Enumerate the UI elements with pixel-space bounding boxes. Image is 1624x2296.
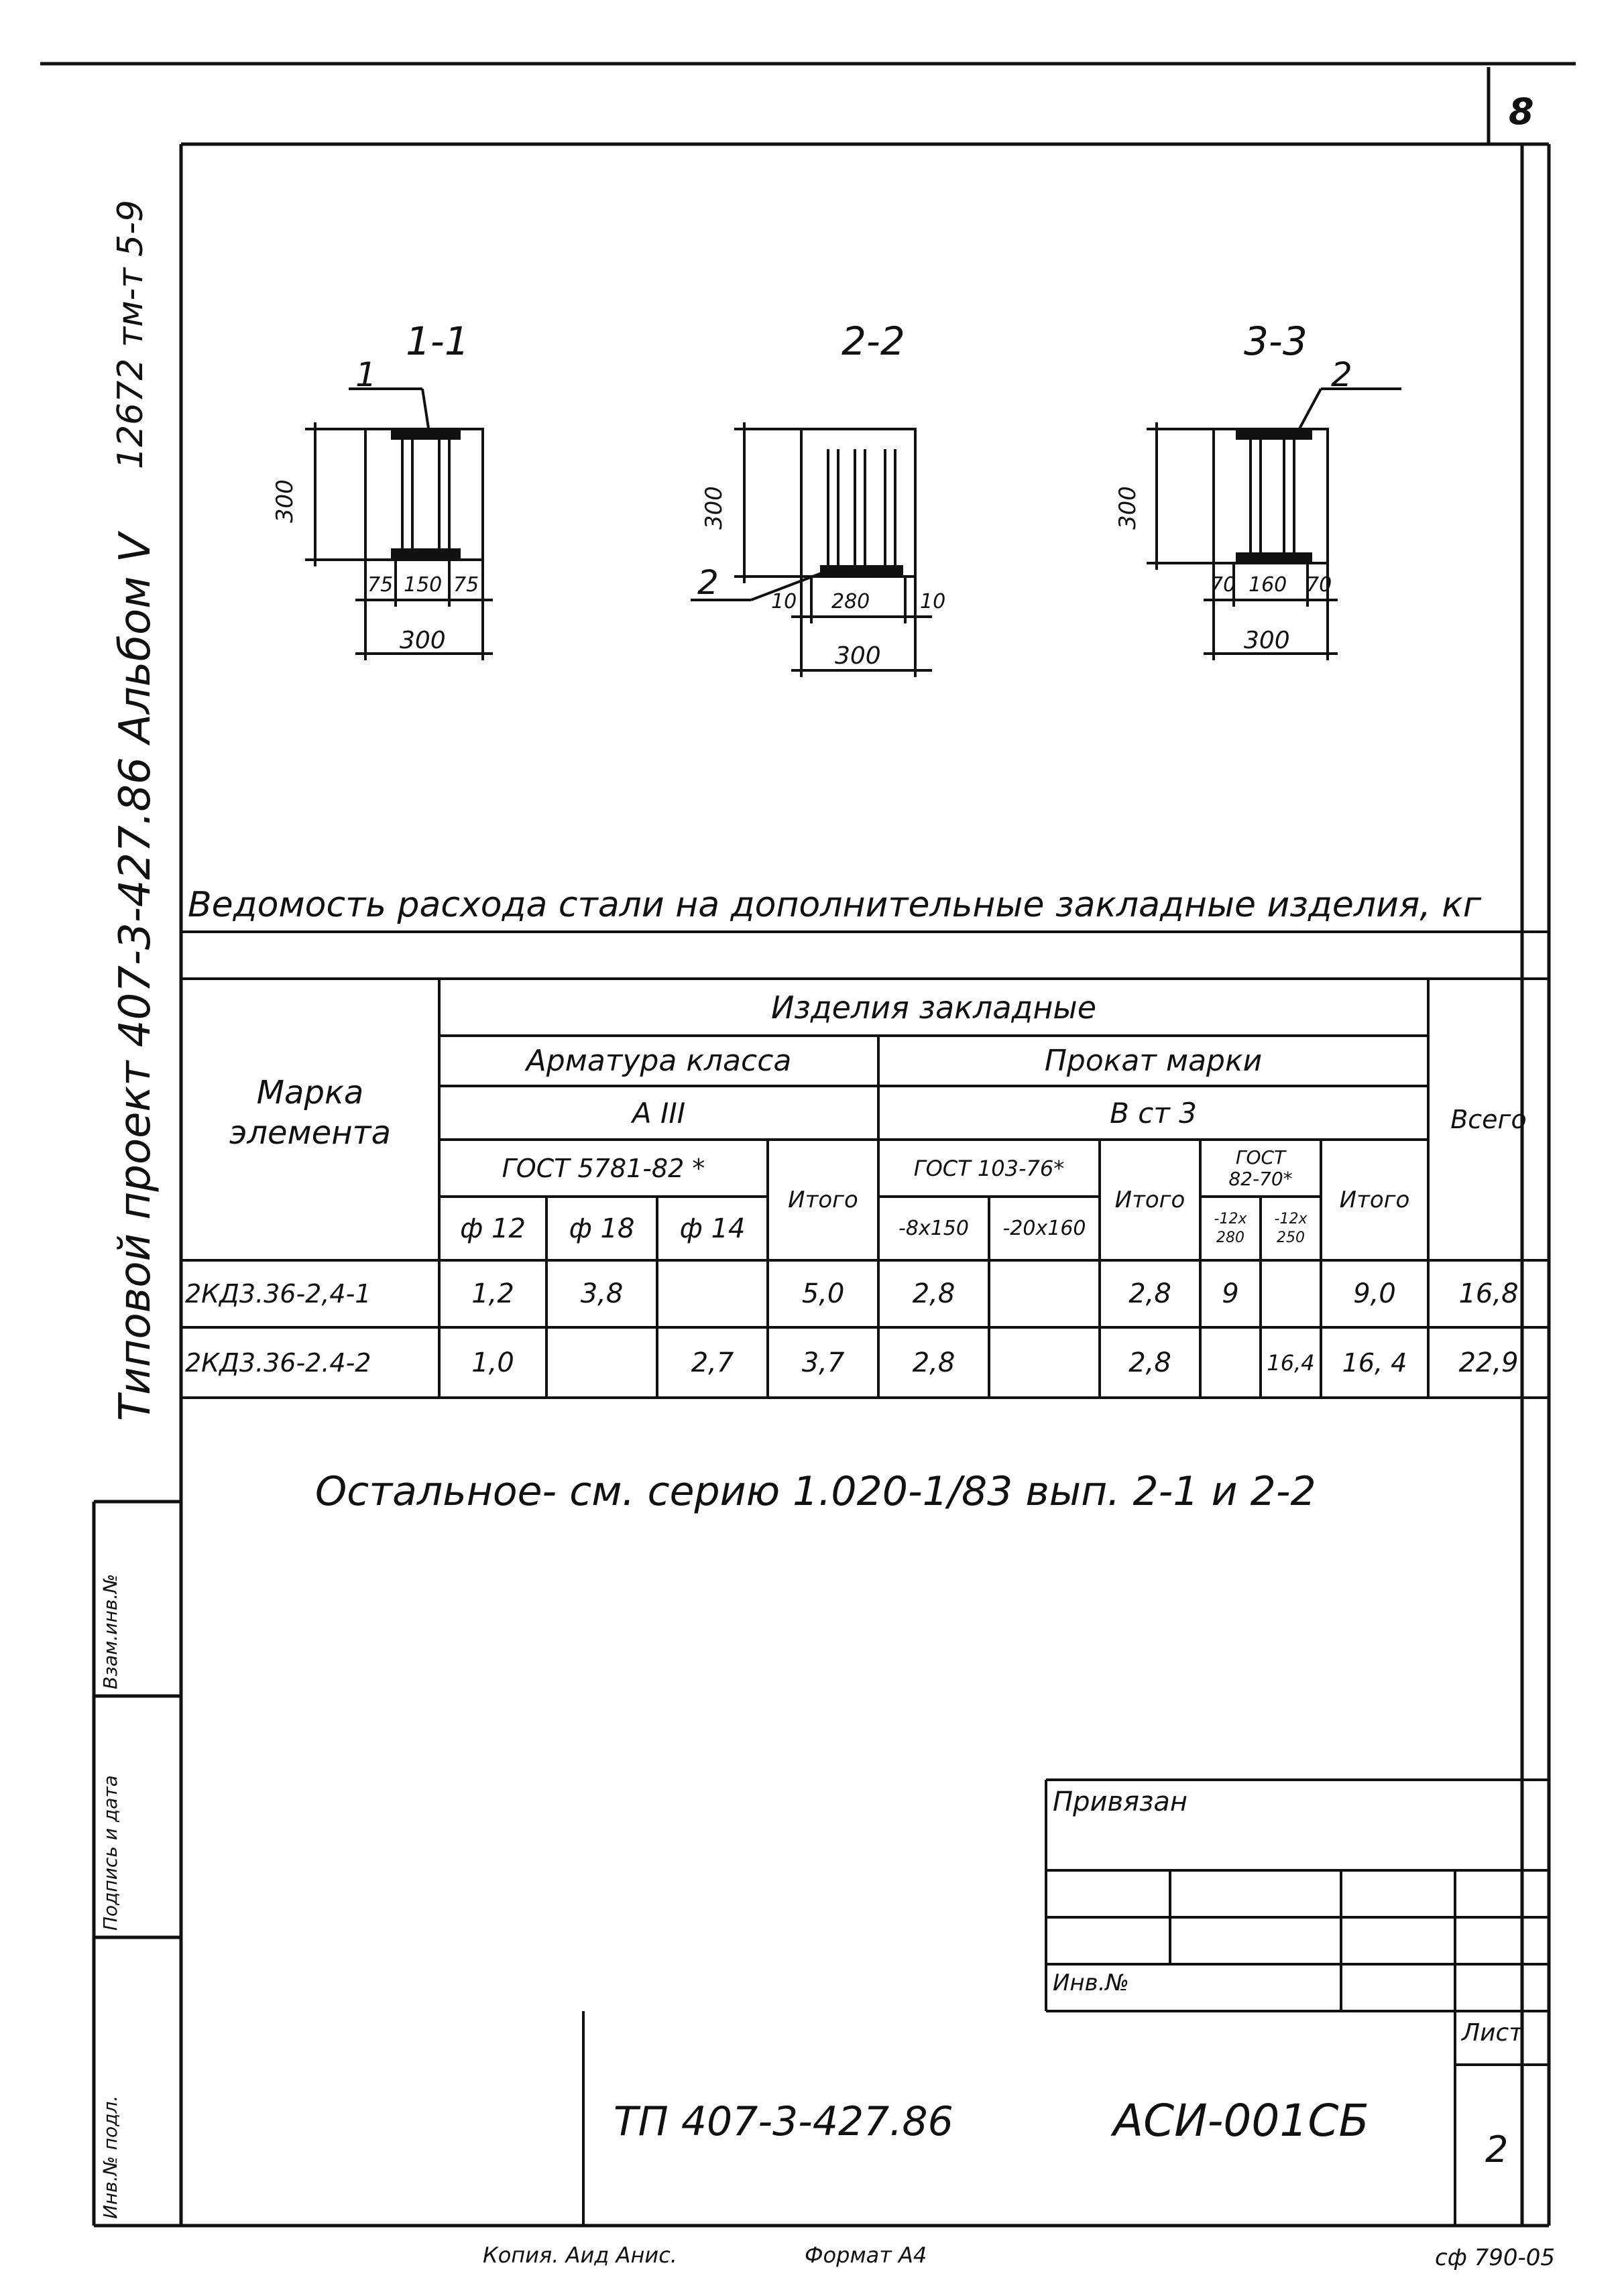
position-marker: 1 bbox=[355, 355, 377, 394]
row-sum-prokat-1: 2,8 bbox=[1128, 1278, 1171, 1309]
steel-table bbox=[181, 979, 1549, 1398]
header-itogo-prokat-1: Итого bbox=[1114, 1187, 1185, 1213]
row-12x280 bbox=[1200, 1327, 1261, 1398]
row-20x160 bbox=[989, 1327, 1100, 1398]
header-d18: ф 18 bbox=[569, 1213, 635, 1244]
footer-copied: Копия. Аид Анис. bbox=[483, 2242, 677, 2268]
header-gost-103: ГОСТ 103-76* bbox=[913, 1155, 1065, 1181]
dim-right: 75 bbox=[453, 573, 479, 597]
side-project-title: Типовой проект 407-3-427.86 Альбом V bbox=[111, 533, 160, 1421]
stamp-inv-podl: Инв.№ подл. bbox=[99, 2095, 121, 2219]
row-total: 22,9 bbox=[1458, 1347, 1519, 1378]
note-text: Остальное- см. серию 1.020-1/83 вып. 2-1 и 2-2 bbox=[315, 1468, 1316, 1515]
header-12x250: -12х 250 bbox=[1274, 1210, 1308, 1246]
sheet-number: 2 bbox=[1485, 2128, 1509, 2171]
dim-left: 75 bbox=[367, 573, 394, 597]
row-sum-armatura: 5,0 bbox=[801, 1278, 845, 1309]
row-mark: 2КД3.36-2.4-2 bbox=[185, 1347, 371, 1378]
row-d12: 1,2 bbox=[471, 1278, 514, 1309]
row-sum-armatura: 3,7 bbox=[801, 1347, 845, 1378]
header-mark: Марка элемента bbox=[229, 1074, 392, 1152]
inv-no-label: Инв.№ bbox=[1053, 1970, 1129, 1996]
dim-middle: 160 bbox=[1249, 573, 1287, 597]
row-sum-prokat-2: 9,0 bbox=[1353, 1278, 1396, 1309]
header-gost-82: ГОСТ 82-70* bbox=[1228, 1146, 1293, 1190]
header-12x280: -12х 280 bbox=[1214, 1210, 1247, 1246]
dim-middle: 280 bbox=[831, 590, 870, 613]
row-sum-prokat-2: 16, 4 bbox=[1342, 1347, 1407, 1378]
section-title: 2-2 bbox=[842, 318, 905, 364]
section-title: 3-3 bbox=[1244, 318, 1308, 364]
row-20x160 bbox=[989, 1260, 1100, 1327]
height-dimension: 300 bbox=[701, 486, 728, 530]
stamp-vzam-inv: Взам.инв.№ bbox=[99, 1573, 121, 1689]
header-itogo-armatura: Итого bbox=[788, 1187, 858, 1213]
row-sum-prokat-1: 2,8 bbox=[1128, 1347, 1171, 1378]
header-8x150: -8х150 bbox=[898, 1217, 969, 1240]
row-12x280: 9 bbox=[1222, 1278, 1239, 1309]
row-d18: 3,8 bbox=[580, 1278, 624, 1309]
row-d18 bbox=[546, 1327, 657, 1398]
privyazan-label: Привязан bbox=[1053, 1787, 1188, 1817]
sheet-corner-number: 8 bbox=[1509, 90, 1534, 133]
header-prokat: Прокат марки bbox=[1044, 1044, 1263, 1078]
stamp-podpis-data: Подпись и дата bbox=[99, 1775, 121, 1931]
row-mark: 2КД3.36-2,4-1 bbox=[185, 1279, 371, 1309]
side-project-code: 12672 тм-т 5-9 bbox=[111, 200, 151, 469]
dim-right: 10 bbox=[920, 590, 946, 613]
height-dimension: 300 bbox=[272, 479, 298, 523]
document-number: ТП 407-3-427.86 bbox=[614, 2098, 953, 2145]
position-marker: 2 bbox=[697, 563, 719, 602]
header-d14: ф 14 bbox=[679, 1213, 746, 1244]
dim-total: 300 bbox=[1244, 627, 1290, 654]
row-d14: 2,7 bbox=[691, 1347, 734, 1378]
dim-right: 70 bbox=[1306, 573, 1332, 597]
height-dimension: 300 bbox=[1114, 486, 1141, 530]
footer-order: сф 790-05 bbox=[1435, 2244, 1555, 2271]
row-12x250: 16,4 bbox=[1267, 1349, 1315, 1376]
header-d12: ф 12 bbox=[460, 1213, 526, 1244]
row-d12: 1,0 bbox=[471, 1347, 514, 1378]
header-gost-5781: ГОСТ 5781-82 * bbox=[502, 1153, 705, 1183]
header-armatura: Арматура класса bbox=[526, 1044, 792, 1078]
dim-left: 10 bbox=[771, 590, 797, 613]
header-a-iii: А III bbox=[632, 1096, 686, 1130]
position-marker: 2 bbox=[1331, 355, 1352, 394]
section-3-3-drawing bbox=[1147, 389, 1401, 660]
header-total: Всего bbox=[1450, 1105, 1527, 1134]
dim-total: 300 bbox=[835, 642, 881, 670]
header-products: Изделия закладные bbox=[770, 989, 1097, 1026]
dim-middle: 150 bbox=[404, 573, 443, 597]
row-12x250 bbox=[1261, 1260, 1321, 1327]
header-20x160: -20х160 bbox=[1002, 1217, 1086, 1240]
section-1-1-drawing bbox=[305, 389, 493, 660]
title-block-lines bbox=[583, 1780, 1549, 2226]
table-title: Ведомость расхода стали на дополнительные закладные изделия, кг bbox=[188, 885, 1482, 925]
row-8x150: 2,8 bbox=[912, 1278, 955, 1309]
header-itogo-prokat-2: Итого bbox=[1339, 1187, 1410, 1213]
dim-left: 70 bbox=[1210, 573, 1236, 597]
dim-total: 300 bbox=[400, 627, 446, 654]
document-code: АСИ-001СБ bbox=[1113, 2095, 1369, 2147]
header-vst3: В ст 3 bbox=[1110, 1096, 1197, 1130]
row-8x150: 2,8 bbox=[912, 1347, 955, 1378]
sheet-label: Лист bbox=[1462, 2019, 1523, 2047]
section-title: 1-1 bbox=[406, 318, 469, 364]
footer-format: Формат А4 bbox=[805, 2242, 927, 2268]
row-d14 bbox=[657, 1260, 768, 1327]
row-total: 16,8 bbox=[1458, 1278, 1519, 1309]
section-2-2-drawing bbox=[691, 422, 932, 677]
